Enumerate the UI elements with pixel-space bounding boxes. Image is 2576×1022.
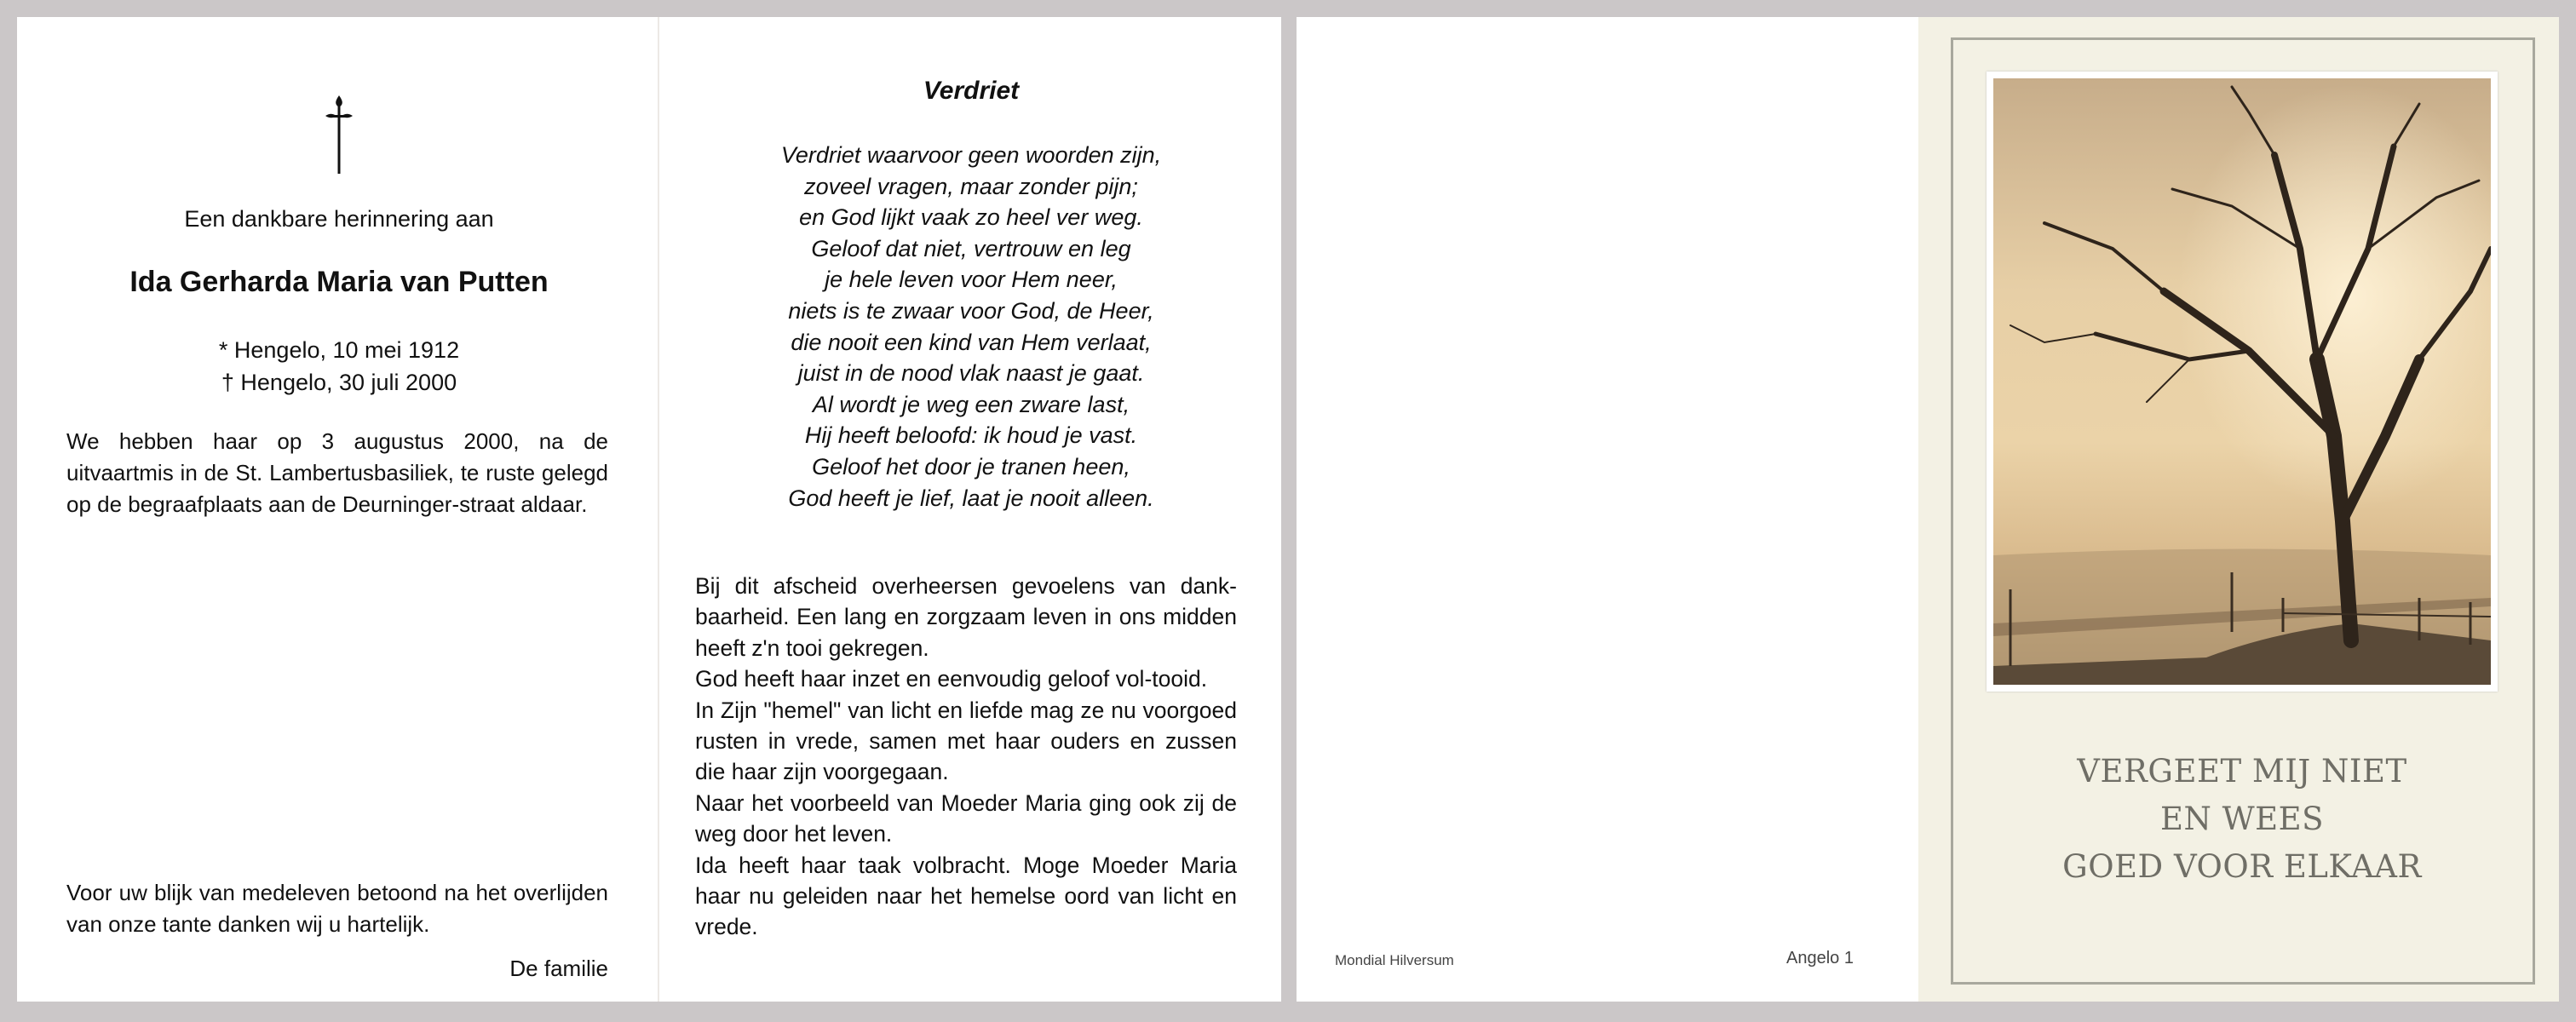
poem-line: juist in de nood vlak naast je gaat. xyxy=(797,360,1145,387)
poem-line: Al wordt je weg een zware last, xyxy=(812,391,1130,417)
farewell-paragraph: In Zijn "hemel" van licht en liefde mag ze nu voorgoed rusten in vrede, samen met haar ouders en zussen die haar zijn voorgegaan. xyxy=(695,697,1237,785)
publisher-label: Mondial Hilversum xyxy=(1335,952,1454,968)
farewell-paragraph: Ida heeft haar taak volbracht. Moge Moeder Maria haar nu geleiden naar het hemelse oord van licht en vrede. xyxy=(695,852,1237,940)
birth-date: * Hengelo, 10 mei 1912 xyxy=(218,337,460,363)
farewell-text xyxy=(695,571,1237,943)
poem xyxy=(673,140,1269,514)
farewell-paragraph: Bij dit afscheid overheersen gevoelens van dank-baarheid. Een lang en zorgzaam leven in ons midden heeft z'n tooi gekregen. xyxy=(695,573,1237,661)
poem-line: en God lijkt vaak zo heel ver weg. xyxy=(799,204,1143,231)
photo-frame xyxy=(1987,72,2498,692)
poem-line: Geloof het door je tranen heen, xyxy=(812,453,1130,479)
poem-line: niets is te zwaar voor God, de Heer, xyxy=(788,297,1154,324)
model-label: Angelo 1 xyxy=(1786,949,1854,967)
tree-landscape-photo-icon xyxy=(1993,78,2491,685)
motto-line: VERGEET MIJ NIET xyxy=(2077,753,2407,789)
poem-line: Hij heeft beloofd: ik houd je vast. xyxy=(804,422,1138,449)
motto-line: GOED VOOR ELKAAR xyxy=(2062,848,2422,885)
card-cover xyxy=(1918,17,2559,1002)
death-date: † Hengelo, 30 juli 2000 xyxy=(221,370,457,395)
poem-line: zoveel vragen, maar zonder pijn; xyxy=(804,173,1138,199)
motto-line: EN WEES xyxy=(2159,801,2325,837)
poem-line: die nooit een kind van Hem verlaat, xyxy=(791,329,1152,355)
farewell-paragraph: Naar het voorbeeld van Moeder Maria ging ook zij de weg door het leven. xyxy=(695,789,1237,847)
poem-line: Geloof dat niet, vertrouw en leg xyxy=(811,235,1131,261)
thanks-text: Voor uw blijk van medeleven betoond na het overlijden van onze tante danken wij u hartelijk. xyxy=(66,880,608,937)
cross-icon xyxy=(322,94,356,179)
outer-card-spread xyxy=(1297,17,2559,1002)
deceased-name: Ida Gerharda Maria van Putten xyxy=(129,266,549,298)
farewell-paragraph: God heeft haar inzet en eenvoudig geloof vol-tooid. xyxy=(695,666,1208,692)
poem-line: Verdriet waarvoor geen woorden zijn, xyxy=(780,142,1162,168)
burial-text: We hebben haar op 3 augustus 2000, na de uitvaartmis in de St. Lambertusbasiliek, te ruste gelegd op de begraafplaats aan de Deurninger-straat aldaar. xyxy=(66,428,608,517)
poem-line: je hele leven voor Hem neer, xyxy=(825,267,1118,293)
card-fold xyxy=(658,17,659,1002)
intro-text: Een dankbare herinnering aan xyxy=(184,206,494,232)
signature: De familie xyxy=(509,956,608,981)
poem-line: God heeft je lief, laat je nooit alleen. xyxy=(788,485,1154,511)
poem-title: Verdriet xyxy=(923,77,1020,105)
inner-card-spread xyxy=(17,17,1281,1002)
motto xyxy=(1942,748,2542,891)
life-dates xyxy=(51,334,627,399)
